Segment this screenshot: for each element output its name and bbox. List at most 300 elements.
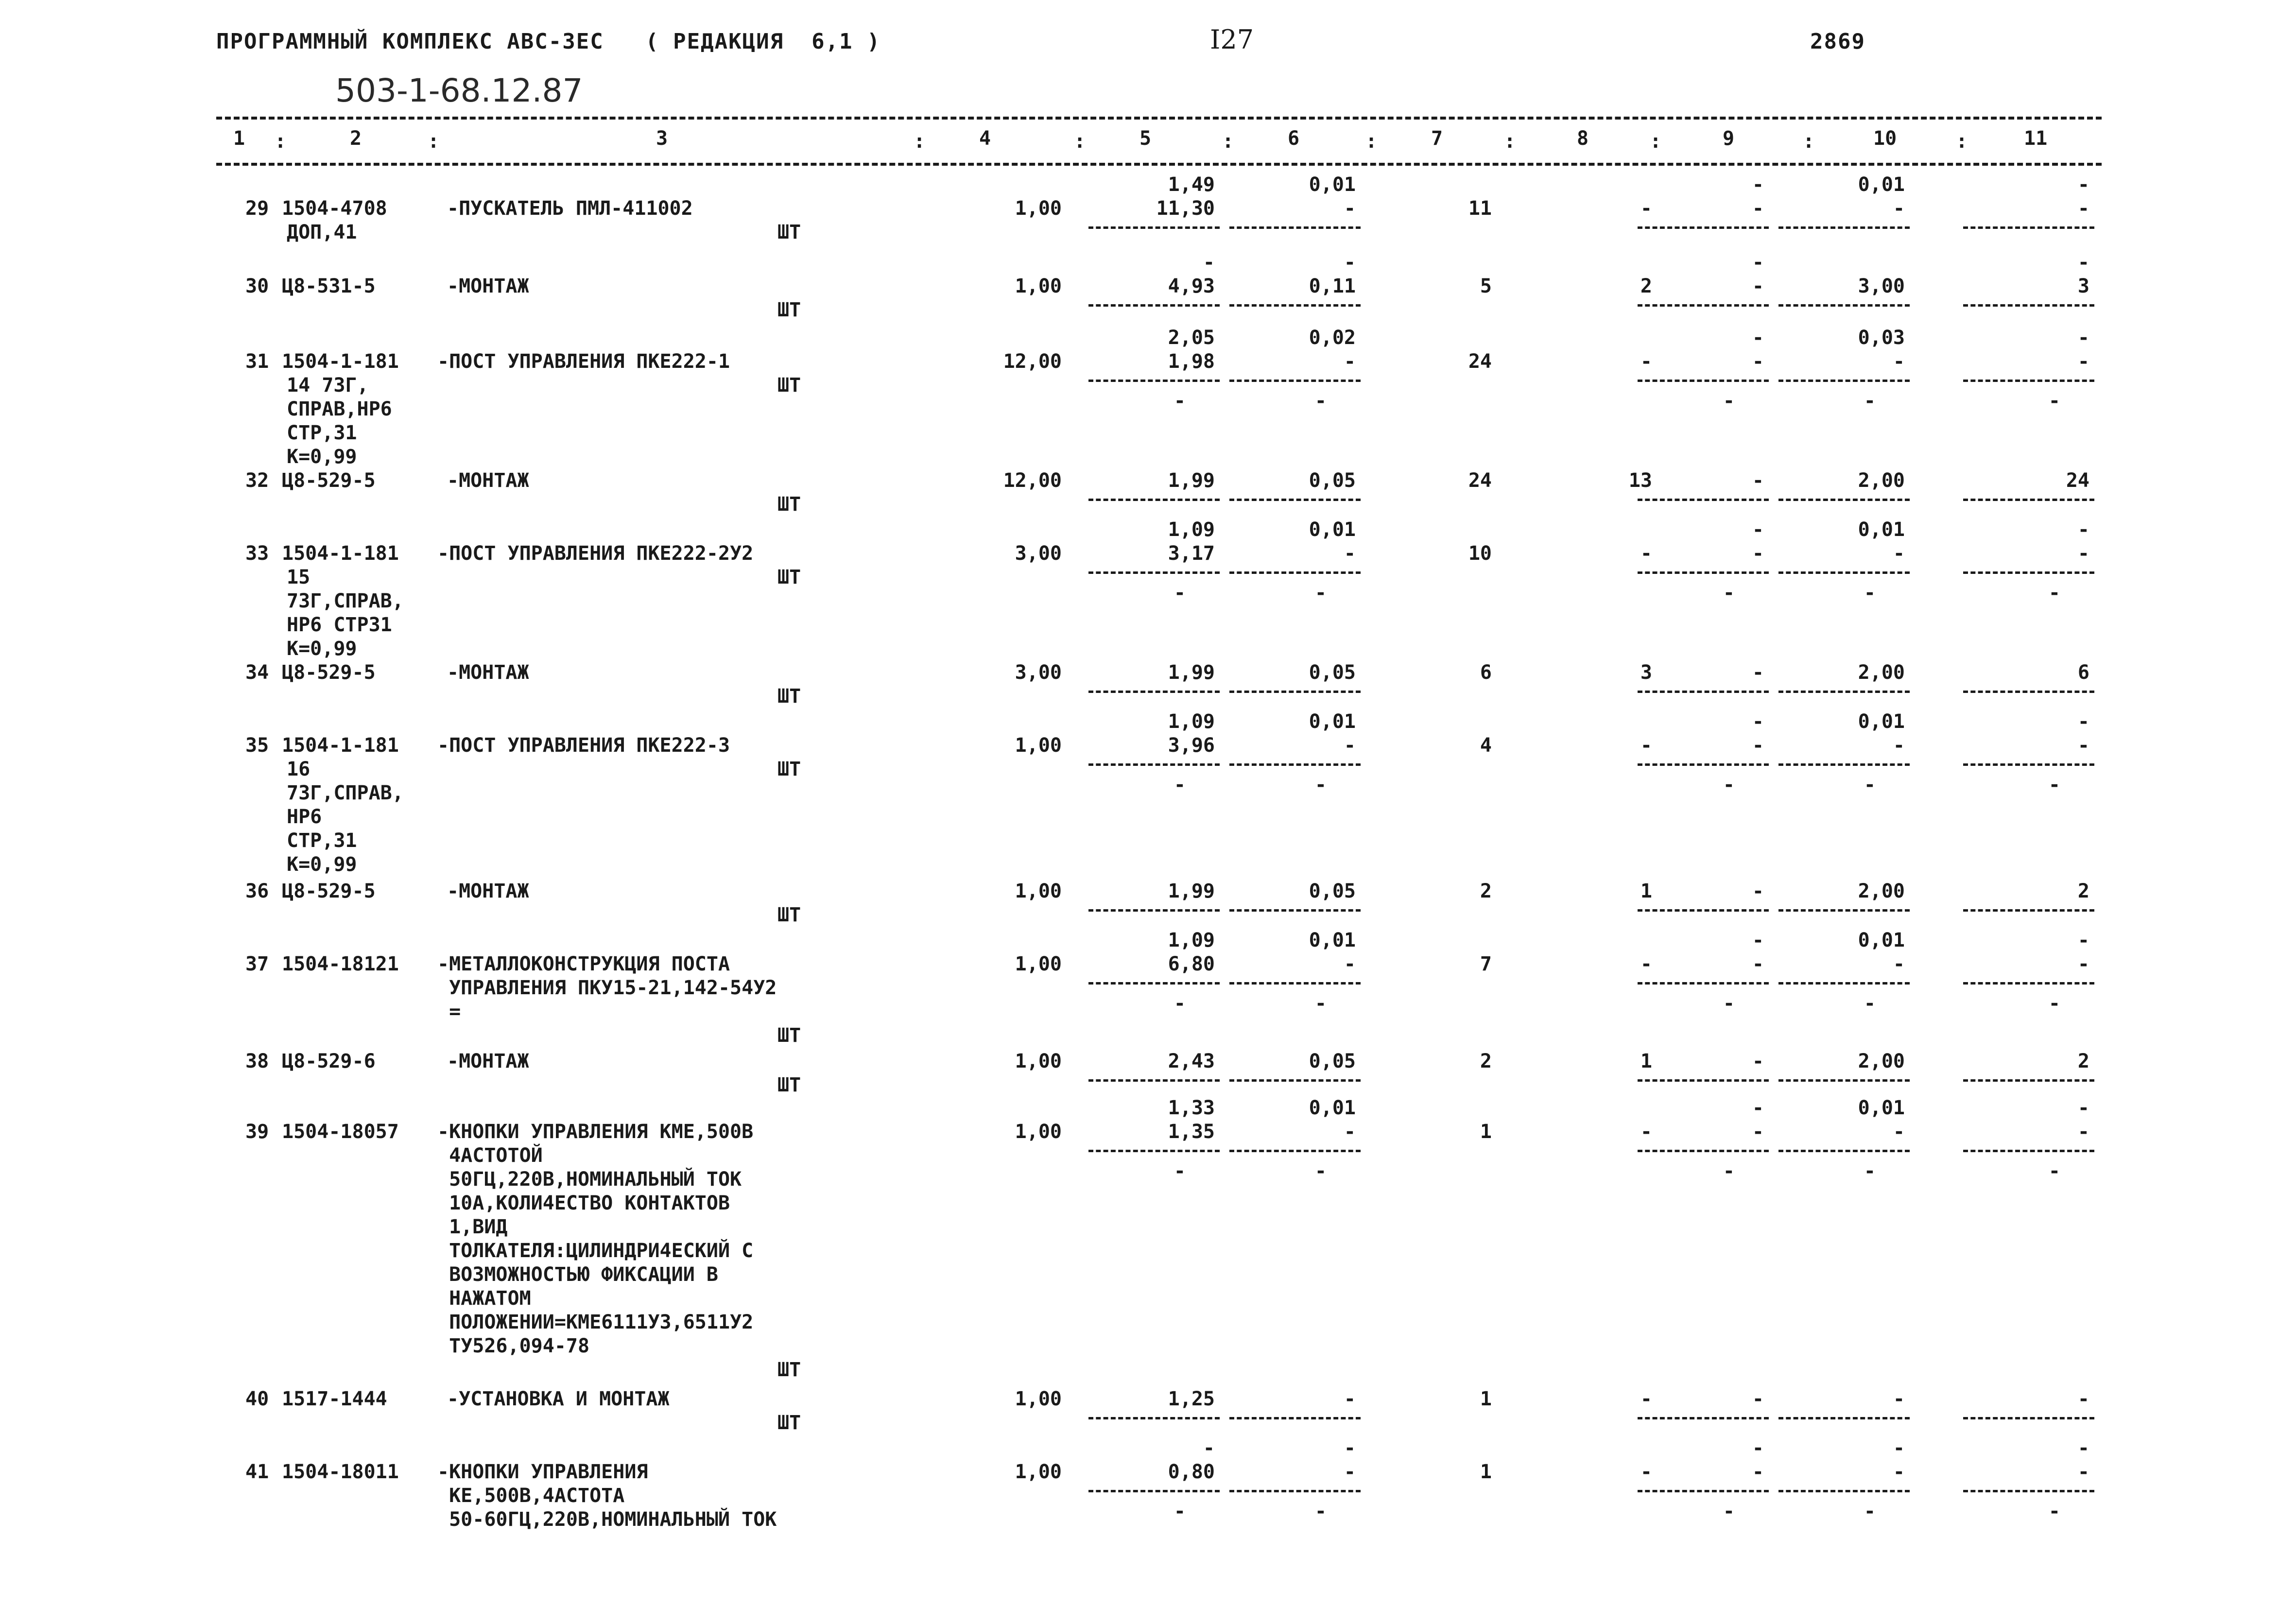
row-c5-upper: 1,49 bbox=[1168, 173, 1215, 196]
row-c9-rule bbox=[1638, 691, 1769, 693]
row-unit: ШТ bbox=[777, 758, 801, 780]
row-c6-rule bbox=[1229, 1079, 1361, 1082]
row-c5-rule bbox=[1088, 304, 1220, 307]
row-c5: 1,98 bbox=[1168, 350, 1215, 373]
row-c8: 3 bbox=[1640, 661, 1652, 684]
row-c6-upper: 0,01 bbox=[1309, 518, 1356, 541]
row-description: -МОНТАЖ bbox=[447, 1050, 529, 1072]
column-header-4: 4 bbox=[979, 127, 991, 150]
row-c9-lower: - bbox=[1723, 1500, 1735, 1522]
row-code: Ц8-529-5 bbox=[282, 661, 376, 684]
row-code-note: СПРАВ,НР6 bbox=[287, 398, 392, 420]
row-c11-rule bbox=[1963, 1417, 2094, 1419]
row-code-note: 73Г,СПРАВ, bbox=[287, 782, 404, 804]
row-c10: - bbox=[1893, 1461, 1905, 1483]
row-c11-rule bbox=[1963, 1079, 2094, 1082]
row-c8: 13 bbox=[1628, 469, 1652, 492]
row-c9-rule bbox=[1638, 304, 1769, 307]
row-c5-lower: - bbox=[1174, 1500, 1186, 1522]
column-header-3: 3 bbox=[656, 127, 668, 150]
column-header-11: 11 bbox=[2024, 127, 2048, 150]
row-c6-lower: - bbox=[1314, 774, 1327, 796]
handwritten-code: 503-1-68.12.87 bbox=[335, 72, 583, 109]
row-number: 40 bbox=[245, 1388, 269, 1410]
row-c10-rule bbox=[1778, 1079, 1910, 1082]
row-c5: 2,43 bbox=[1168, 1050, 1215, 1072]
row-c5-rule bbox=[1088, 982, 1220, 985]
row-c11-lower: - bbox=[2048, 774, 2060, 796]
row-c7: 5 bbox=[1480, 275, 1492, 297]
row-c9-lower: - bbox=[1723, 1160, 1735, 1182]
row-c5-lower: - bbox=[1174, 992, 1186, 1015]
row-c9-rule bbox=[1638, 1417, 1769, 1419]
row-c10-rule bbox=[1778, 380, 1910, 382]
row-c10-rule bbox=[1778, 691, 1910, 693]
row-quantity: 1,00 bbox=[1015, 953, 1062, 975]
row-c11-upper: - bbox=[2077, 518, 2089, 541]
row-code-note: СТР,31 bbox=[287, 422, 357, 444]
row-c5-upper: - bbox=[1203, 1437, 1215, 1459]
row-c10-lower: - bbox=[1864, 390, 1876, 412]
row-c10: 2,00 bbox=[1858, 469, 1905, 492]
row-c6-rule bbox=[1229, 226, 1361, 229]
row-c11: - bbox=[2077, 1121, 2089, 1143]
row-c9: - bbox=[1752, 1121, 1764, 1143]
row-c9: - bbox=[1752, 1461, 1764, 1483]
row-description: = bbox=[437, 1001, 461, 1023]
row-c5: 1,99 bbox=[1168, 661, 1215, 684]
row-c9-rule bbox=[1638, 226, 1769, 229]
row-c10-rule bbox=[1778, 763, 1910, 766]
row-description: -МОНТАЖ bbox=[447, 275, 529, 297]
row-code-note: 14 73Г, bbox=[287, 374, 369, 397]
row-c5-upper: 1,09 bbox=[1168, 929, 1215, 951]
row-number: 39 bbox=[245, 1121, 269, 1143]
row-code-note: 16 bbox=[287, 758, 311, 780]
row-c5-upper: 1,09 bbox=[1168, 710, 1215, 733]
row-description: -МОНТАЖ bbox=[447, 469, 529, 492]
table-top-rule bbox=[216, 117, 2102, 120]
row-c8: 1 bbox=[1640, 880, 1652, 902]
column-separator: : bbox=[1803, 130, 1815, 153]
row-c11-rule bbox=[1963, 380, 2094, 382]
row-c6: - bbox=[1344, 1388, 1356, 1410]
row-c11-upper: - bbox=[2077, 1097, 2089, 1119]
row-c9-upper: - bbox=[1752, 710, 1764, 733]
row-c9: - bbox=[1752, 469, 1764, 492]
column-header-2: 2 bbox=[350, 127, 362, 150]
row-c8: - bbox=[1640, 1121, 1652, 1143]
row-c11-rule bbox=[1963, 1490, 2094, 1492]
row-c9: - bbox=[1752, 350, 1764, 373]
row-c10: 2,00 bbox=[1858, 661, 1905, 684]
column-header-10: 10 bbox=[1873, 127, 1897, 150]
row-c5-rule bbox=[1088, 909, 1220, 912]
row-c11-upper: - bbox=[2077, 929, 2089, 951]
column-header-8: 8 bbox=[1577, 127, 1589, 150]
row-c11-rule bbox=[1963, 571, 2094, 574]
row-c11-lower: - bbox=[2048, 1160, 2060, 1182]
row-c11-lower: - bbox=[2048, 390, 2060, 412]
row-code-note: К=0,99 bbox=[287, 638, 357, 660]
row-c6-lower: - bbox=[1314, 582, 1327, 604]
row-c8: - bbox=[1640, 350, 1652, 373]
row-number: 30 bbox=[245, 275, 269, 297]
row-c5-rule bbox=[1088, 763, 1220, 766]
row-c7: 2 bbox=[1480, 880, 1492, 902]
row-unit: ШТ bbox=[777, 1024, 801, 1047]
row-c10: - bbox=[1893, 197, 1905, 220]
row-description: 50-60ГЦ,220В,НОМИНАЛЬНЫЙ ТОК bbox=[437, 1508, 777, 1531]
row-c5-rule bbox=[1088, 691, 1220, 693]
row-quantity: 3,00 bbox=[1015, 542, 1062, 565]
row-c9-upper: - bbox=[1752, 1097, 1764, 1119]
row-number: 32 bbox=[245, 469, 269, 492]
row-description: -МОНТАЖ bbox=[447, 880, 529, 902]
row-c7: 24 bbox=[1468, 350, 1492, 373]
row-c7: 1 bbox=[1480, 1388, 1492, 1410]
row-c7: 24 bbox=[1468, 469, 1492, 492]
column-separator: : bbox=[1956, 130, 1968, 153]
row-unit: ШТ bbox=[777, 221, 801, 243]
row-c5-rule bbox=[1088, 571, 1220, 574]
row-code: 1504-18011 bbox=[282, 1461, 399, 1483]
row-c11: - bbox=[2077, 350, 2089, 373]
row-c11: - bbox=[2077, 734, 2089, 757]
row-c10-rule bbox=[1778, 1150, 1910, 1152]
row-code: 1504-18121 bbox=[282, 953, 399, 975]
row-c6-lower: - bbox=[1314, 1500, 1327, 1522]
row-c11: - bbox=[2077, 1388, 2089, 1410]
row-c9: - bbox=[1752, 197, 1764, 220]
row-c6-upper: 0,01 bbox=[1309, 929, 1356, 951]
column-header-6: 6 bbox=[1288, 127, 1300, 150]
row-c5: 11,30 bbox=[1156, 197, 1215, 220]
row-c7: 7 bbox=[1480, 953, 1492, 975]
row-c6-rule bbox=[1229, 691, 1361, 693]
row-c9-upper: - bbox=[1752, 251, 1764, 274]
column-separator: : bbox=[428, 130, 440, 153]
row-c11-rule bbox=[1963, 304, 2094, 307]
row-c6: - bbox=[1344, 734, 1356, 757]
row-c10-rule bbox=[1778, 1490, 1910, 1492]
row-c6: 0,05 bbox=[1309, 880, 1356, 902]
column-separator: : bbox=[1650, 130, 1662, 153]
row-c10-lower: - bbox=[1864, 1500, 1876, 1522]
column-header-7: 7 bbox=[1431, 127, 1443, 150]
row-code-note: К=0,99 bbox=[287, 853, 357, 876]
row-c6-rule bbox=[1229, 982, 1361, 985]
row-description: -УСТАНОВКА И МОНТАЖ bbox=[447, 1388, 670, 1410]
row-c10: - bbox=[1893, 953, 1905, 975]
row-c5: 3,96 bbox=[1168, 734, 1215, 757]
row-c6: 0,05 bbox=[1309, 1050, 1356, 1072]
row-description: -МЕТАЛЛОКОНСТРУКЦИЯ ПОСТА bbox=[437, 953, 730, 975]
row-unit: ШТ bbox=[777, 1412, 801, 1434]
row-c5-rule bbox=[1088, 499, 1220, 501]
row-c6: 0,11 bbox=[1309, 275, 1356, 297]
row-c6-upper: 0,01 bbox=[1309, 710, 1356, 733]
row-c10-lower: - bbox=[1864, 774, 1876, 796]
row-c6: - bbox=[1344, 542, 1356, 565]
row-quantity: 1,00 bbox=[1015, 197, 1062, 220]
row-quantity: 12,00 bbox=[1003, 350, 1062, 373]
row-c9: - bbox=[1752, 1388, 1764, 1410]
sheet-number: 2869 bbox=[1810, 29, 1865, 54]
column-separator: : bbox=[275, 130, 287, 153]
row-unit: ШТ bbox=[777, 1074, 801, 1096]
row-c5-lower: - bbox=[1174, 390, 1186, 412]
row-c6-upper: 0,01 bbox=[1309, 173, 1356, 196]
row-c11-rule bbox=[1963, 691, 2094, 693]
row-unit: ШТ bbox=[777, 1359, 801, 1381]
row-quantity: 1,00 bbox=[1015, 1388, 1062, 1410]
column-header-1: 1 bbox=[233, 127, 245, 150]
row-c11: 2 bbox=[2077, 880, 2089, 902]
row-quantity: 3,00 bbox=[1015, 661, 1062, 684]
row-code: Ц8-529-5 bbox=[282, 880, 376, 902]
row-c9: - bbox=[1752, 542, 1764, 565]
row-c5: 1,99 bbox=[1168, 469, 1215, 492]
row-c5: 1,25 bbox=[1168, 1388, 1215, 1410]
row-c9-upper: - bbox=[1752, 173, 1764, 196]
row-c10: - bbox=[1893, 734, 1905, 757]
row-c5-rule bbox=[1088, 1417, 1220, 1419]
row-c10: 2,00 bbox=[1858, 1050, 1905, 1072]
row-c9-upper: - bbox=[1752, 929, 1764, 951]
row-code-note: НР6 bbox=[287, 806, 322, 828]
row-c11-upper: - bbox=[2077, 251, 2089, 274]
row-c9-rule bbox=[1638, 1079, 1769, 1082]
row-c5: 1,99 bbox=[1168, 880, 1215, 902]
row-c9: - bbox=[1752, 661, 1764, 684]
row-c10: - bbox=[1893, 350, 1905, 373]
row-code: Ц8-531-5 bbox=[282, 275, 376, 297]
row-c9: - bbox=[1752, 734, 1764, 757]
row-c6: - bbox=[1344, 1461, 1356, 1483]
row-c5-rule bbox=[1088, 1079, 1220, 1082]
row-c10-rule bbox=[1778, 499, 1910, 501]
row-c8: 1 bbox=[1640, 1050, 1652, 1072]
row-description: -КНОПКИ УПРАВЛЕНИЯ bbox=[437, 1461, 648, 1483]
row-c7: 2 bbox=[1480, 1050, 1492, 1072]
row-c9-lower: - bbox=[1723, 774, 1735, 796]
row-c7: 1 bbox=[1480, 1461, 1492, 1483]
row-c5-rule bbox=[1088, 226, 1220, 229]
row-quantity: 1,00 bbox=[1015, 1461, 1062, 1483]
row-c5-upper: 1,09 bbox=[1168, 518, 1215, 541]
row-c9-rule bbox=[1638, 763, 1769, 766]
row-c10-rule bbox=[1778, 304, 1910, 307]
row-c6: - bbox=[1344, 1121, 1356, 1143]
row-c10-rule bbox=[1778, 226, 1910, 229]
row-c10-upper: 0,01 bbox=[1858, 1097, 1905, 1119]
row-c11-rule bbox=[1963, 499, 2094, 501]
row-c10: - bbox=[1893, 1388, 1905, 1410]
row-c10-upper: 0,01 bbox=[1858, 929, 1905, 951]
row-code-note: НР6 СТР31 bbox=[287, 614, 392, 636]
row-c5: 3,17 bbox=[1168, 542, 1215, 565]
row-c11-upper: - bbox=[2077, 327, 2089, 349]
row-c11: - bbox=[2077, 197, 2089, 220]
row-number: 38 bbox=[245, 1050, 269, 1072]
row-c10-rule bbox=[1778, 1417, 1910, 1419]
row-c10-upper: - bbox=[1893, 1437, 1905, 1459]
row-c9-upper: - bbox=[1752, 1437, 1764, 1459]
row-c9-rule bbox=[1638, 1150, 1769, 1152]
row-unit: ШТ bbox=[777, 685, 801, 708]
row-c9-lower: - bbox=[1723, 390, 1735, 412]
row-c11: 3 bbox=[2077, 275, 2089, 297]
row-description: -ПОСТ УПРАВЛЕНИЯ ПКЕ222-1 bbox=[437, 350, 730, 373]
row-c5-upper: 1,33 bbox=[1168, 1097, 1215, 1119]
row-c11: 6 bbox=[2077, 661, 2089, 684]
column-separator: : bbox=[1074, 130, 1086, 153]
row-c5-rule bbox=[1088, 380, 1220, 382]
row-c7: 6 bbox=[1480, 661, 1492, 684]
row-c8: - bbox=[1640, 542, 1652, 565]
row-c11: - bbox=[2077, 542, 2089, 565]
row-c5-lower: - bbox=[1174, 774, 1186, 796]
row-c6: 0,05 bbox=[1309, 661, 1356, 684]
row-c11-rule bbox=[1963, 909, 2094, 912]
row-c6-rule bbox=[1229, 1490, 1361, 1492]
row-c6-rule bbox=[1229, 380, 1361, 382]
row-c10-upper: 0,01 bbox=[1858, 710, 1905, 733]
row-c5-lower: - bbox=[1174, 1160, 1186, 1182]
row-code-note: К=0,99 bbox=[287, 446, 357, 468]
column-separator: : bbox=[914, 130, 926, 153]
column-header-rule bbox=[216, 163, 2102, 166]
row-c10: 3,00 bbox=[1858, 275, 1905, 297]
row-c6: - bbox=[1344, 953, 1356, 975]
row-c10-upper: 0,01 bbox=[1858, 518, 1905, 541]
row-number: 41 bbox=[245, 1461, 269, 1483]
row-c9: - bbox=[1752, 1050, 1764, 1072]
row-c8: - bbox=[1640, 734, 1652, 757]
row-c11-rule bbox=[1963, 982, 2094, 985]
row-number: 29 bbox=[245, 197, 269, 220]
row-c11-lower: - bbox=[2048, 992, 2060, 1015]
row-c5-upper: - bbox=[1203, 251, 1215, 274]
row-c7: 11 bbox=[1468, 197, 1492, 220]
row-description: -ПОСТ УПРАВЛЕНИЯ ПКЕ222-2У2 bbox=[437, 542, 754, 565]
column-separator: : bbox=[1365, 130, 1378, 153]
row-code-note: ДОП,41 bbox=[287, 221, 357, 243]
row-c11-rule bbox=[1963, 1150, 2094, 1152]
row-c8: - bbox=[1640, 197, 1652, 220]
row-c5: 4,93 bbox=[1168, 275, 1215, 297]
row-c11-upper: - bbox=[2077, 173, 2089, 196]
row-description: НАЖАТОМ bbox=[437, 1287, 531, 1310]
row-c11: - bbox=[2077, 1461, 2089, 1483]
row-c11-lower: - bbox=[2048, 1500, 2060, 1522]
row-number: 31 bbox=[245, 350, 269, 373]
row-c9-rule bbox=[1638, 1490, 1769, 1492]
row-code: 1504-1-181 bbox=[282, 350, 399, 373]
row-c8: - bbox=[1640, 953, 1652, 975]
row-c8: 2 bbox=[1640, 275, 1652, 297]
row-description: ТУ526,094-78 bbox=[437, 1335, 590, 1357]
row-c11: 2 bbox=[2077, 1050, 2089, 1072]
row-c6-lower: - bbox=[1314, 1160, 1327, 1182]
row-code: 1517-1444 bbox=[282, 1388, 387, 1410]
row-quantity: 1,00 bbox=[1015, 1121, 1062, 1143]
row-c7: 4 bbox=[1480, 734, 1492, 757]
row-description: 10А,КОЛИ4ЕСТВО КОНТАКТОВ bbox=[437, 1192, 730, 1214]
row-c6-rule bbox=[1229, 304, 1361, 307]
row-c6-rule bbox=[1229, 763, 1361, 766]
row-c6-lower: - bbox=[1314, 390, 1327, 412]
row-c11-lower: - bbox=[2048, 582, 2060, 604]
row-c10: 2,00 bbox=[1858, 880, 1905, 902]
row-code: 1504-1-181 bbox=[282, 542, 399, 565]
row-code: 1504-1-181 bbox=[282, 734, 399, 757]
row-c6-upper: 0,01 bbox=[1309, 1097, 1356, 1119]
row-quantity: 12,00 bbox=[1003, 469, 1062, 492]
row-c9-rule bbox=[1638, 571, 1769, 574]
page-number: I27 bbox=[1210, 24, 1254, 55]
row-unit: ШТ bbox=[777, 299, 801, 321]
row-number: 33 bbox=[245, 542, 269, 565]
row-c7: 10 bbox=[1468, 542, 1492, 565]
row-c11-rule bbox=[1963, 763, 2094, 766]
row-c9: - bbox=[1752, 880, 1764, 902]
row-code: Ц8-529-6 bbox=[282, 1050, 376, 1072]
row-code: 1504-4708 bbox=[282, 197, 387, 220]
row-c11-upper: - bbox=[2077, 710, 2089, 733]
row-number: 36 bbox=[245, 880, 269, 902]
column-separator: : bbox=[1504, 130, 1516, 153]
row-description: 50ГЦ,220В,НОМИНАЛЬНЫЙ ТОК bbox=[437, 1168, 742, 1191]
row-code-note: 73Г,СПРАВ, bbox=[287, 590, 404, 612]
row-c5: 1,35 bbox=[1168, 1121, 1215, 1143]
row-description: КЕ,500В,4АСТОТА bbox=[437, 1485, 625, 1507]
row-c9-lower: - bbox=[1723, 582, 1735, 604]
row-code-note: СТР,31 bbox=[287, 829, 357, 852]
row-c6: 0,05 bbox=[1309, 469, 1356, 492]
row-c9-rule bbox=[1638, 982, 1769, 985]
row-code-note: 15 bbox=[287, 566, 311, 588]
row-c5-upper: 2,05 bbox=[1168, 327, 1215, 349]
row-description: УПРАВЛЕНИЯ ПКУ15-21,142-54У2 bbox=[437, 977, 777, 999]
row-c10-rule bbox=[1778, 909, 1910, 912]
row-c6-rule bbox=[1229, 571, 1361, 574]
row-c8: - bbox=[1640, 1461, 1652, 1483]
row-number: 35 bbox=[245, 734, 269, 757]
row-c6-upper: - bbox=[1344, 251, 1356, 274]
row-c10: - bbox=[1893, 542, 1905, 565]
row-unit: ШТ bbox=[777, 493, 801, 516]
row-c10-lower: - bbox=[1864, 582, 1876, 604]
row-c10-lower: - bbox=[1864, 992, 1876, 1015]
row-quantity: 1,00 bbox=[1015, 734, 1062, 757]
row-c10-rule bbox=[1778, 982, 1910, 985]
row-c10-upper: 0,01 bbox=[1858, 173, 1905, 196]
row-c8: - bbox=[1640, 1388, 1652, 1410]
row-c6-rule bbox=[1229, 909, 1361, 912]
row-c9: - bbox=[1752, 275, 1764, 297]
column-header-5: 5 bbox=[1139, 127, 1152, 150]
row-c6-rule bbox=[1229, 1150, 1361, 1152]
row-unit: ШТ bbox=[777, 566, 801, 588]
row-c6-rule bbox=[1229, 1417, 1361, 1419]
row-c10-rule bbox=[1778, 571, 1910, 574]
row-code: 1504-18057 bbox=[282, 1121, 399, 1143]
row-description: -ПУСКАТЕЛЬ ПМЛ-411002 bbox=[447, 197, 693, 220]
column-header-9: 9 bbox=[1723, 127, 1735, 150]
row-c7: 1 bbox=[1480, 1121, 1492, 1143]
